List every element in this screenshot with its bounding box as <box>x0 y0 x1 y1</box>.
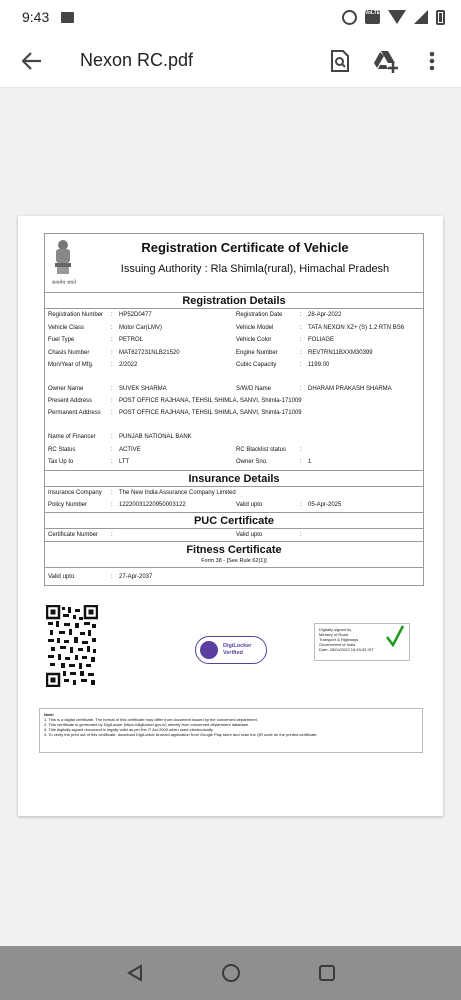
signature-line: Government of India <box>319 642 356 647</box>
field-colon: : <box>300 447 302 453</box>
registration-heading: Registration Details <box>182 295 286 307</box>
fitness-heading: Fitness Certificate <box>186 544 282 556</box>
signature-line: Transport & Highways <box>319 637 359 642</box>
certificate-title: Registration Certificate of Vehicle <box>141 240 349 255</box>
issuing-authority: Issuing Authority : Rla Shimla(rural), Himachal Pradesh <box>120 263 390 275</box>
field-colon: : <box>300 350 302 356</box>
field-colon: : <box>111 325 113 331</box>
divider <box>45 541 423 542</box>
field-label: Certificate Number <box>48 532 99 538</box>
field-label: Engine Number <box>236 350 278 356</box>
find-in-page-icon <box>330 49 350 73</box>
circle-home-icon <box>221 963 241 983</box>
navigation-bar <box>0 946 461 1000</box>
app-bar <box>0 34 461 88</box>
financer-name: PUNJAB NATIONAL BANK <box>119 434 192 440</box>
field-label: Owner Sno. <box>236 459 268 465</box>
emblem-caption: सत्यमेव जयते <box>51 280 77 286</box>
registration-number: HP52D0477 <box>119 312 152 318</box>
document-title: Nexon RC.pdf <box>80 50 194 70</box>
notes-box <box>39 708 423 753</box>
permanent-address: POST OFFICE RAJHANA, TEHSIL SHIMLA, SANVI, Shimla-171009 <box>119 410 302 416</box>
divider <box>45 512 423 513</box>
field-label: Valid upto <box>48 574 75 580</box>
chassis-number: MAT627231NLB21520 <box>119 350 180 356</box>
field-colon: : <box>300 337 302 343</box>
note-item: 4. To verify the print out of this certificate, download DigiLocker Android application from Google Play store and scan the QR code on the printed certificate. <box>44 732 318 737</box>
alarm-icon <box>342 10 357 25</box>
field-colon: : <box>300 325 302 331</box>
field-colon: : <box>300 386 302 392</box>
field-label: Fuel Type <box>48 337 75 343</box>
verified-check-icon <box>386 625 404 647</box>
fitness-form-note: Form 38 - [See Rule 62(1)] <box>201 558 267 564</box>
add-to-drive-button[interactable] <box>363 41 409 81</box>
field-label: Chasis Number <box>48 350 90 356</box>
digilocker-verified-badge[interactable] <box>195 636 267 664</box>
field-label: Insurance Company <box>48 490 102 496</box>
field-label: RC Blacklist status <box>236 447 287 453</box>
field-label: RC Status <box>48 447 76 453</box>
policy-number: 12220031220950003122 <box>119 502 186 508</box>
field-label: Name of Financer <box>48 434 96 440</box>
field-colon: : <box>300 502 302 508</box>
field-colon: : <box>111 362 113 368</box>
swd-name: DHARAM PRAKASH SHARMA <box>308 386 392 392</box>
field-colon: : <box>111 434 113 440</box>
cubic-capacity: 1199.00 <box>308 362 330 368</box>
manufacture-date: 2/2022 <box>119 362 138 368</box>
fitness-valid-upto: 27-Apr-2037 <box>119 574 153 580</box>
divider <box>45 528 423 529</box>
engine-number: REVTRN11BXXM30399 <box>308 350 373 356</box>
tax-up-to: LTT <box>119 459 130 465</box>
note-item: 1. This is a digital certificate. The format of this certificate may differ from document issued by the concerned department. <box>44 717 258 722</box>
search-in-document-button[interactable] <box>317 41 363 81</box>
triangle-back-icon <box>127 964 143 982</box>
gallery-notification-icon <box>61 12 74 23</box>
divider <box>45 486 423 487</box>
nav-back-button[interactable] <box>124 962 146 984</box>
signal-icon <box>414 10 428 24</box>
pdf-page[interactable] <box>18 216 443 816</box>
signature-date: Date: 28/04/2022 16:49:33 IST <box>319 647 374 652</box>
field-label: Mon/Year of Mfg. <box>48 362 94 368</box>
field-label: Owner Name <box>48 386 84 392</box>
present-address: POST OFFICE RAJHANA, TEHSIL SHIMLA, SANVI, Shimla-171009 <box>119 398 302 404</box>
field-label: Vehicle Model <box>236 325 274 331</box>
digilocker-label: DigiLocker <box>223 643 252 649</box>
field-colon: : <box>111 350 113 356</box>
vehicle-color: FOLIAGE <box>308 337 335 343</box>
field-label: Vehicle Class <box>48 325 85 331</box>
field-colon: : <box>300 362 302 368</box>
volte-icon: VoLTE <box>365 10 380 24</box>
note-item: 3. This digitally signed document is legally valid as per the IT Act 2000 when used electronically. <box>44 727 214 732</box>
verified-label: Verified <box>223 650 243 656</box>
field-colon: : <box>111 398 113 404</box>
field-label: Registration Date <box>236 312 283 318</box>
field-label: Vehicle Color <box>236 337 272 343</box>
signature-line: Digitally signed by <box>319 627 352 632</box>
drive-add-icon <box>373 49 399 73</box>
owner-name: SUVEK SHARMA <box>119 386 167 392</box>
back-button[interactable] <box>12 41 52 81</box>
nav-recents-button[interactable] <box>316 962 338 984</box>
puc-heading: PUC Certificate <box>193 515 275 527</box>
more-vert-icon <box>429 51 435 71</box>
field-label: Valid upto <box>236 532 263 538</box>
field-colon: : <box>300 312 302 318</box>
field-colon: : <box>111 532 113 538</box>
registration-certificate <box>44 233 424 586</box>
vehicle-class: Motor Car(LMV) <box>119 325 163 331</box>
nav-home-button[interactable] <box>220 962 242 984</box>
digilocker-logo-icon <box>200 641 218 659</box>
more-options-button[interactable] <box>409 41 455 81</box>
rc-status: ACTIVE <box>119 447 141 453</box>
insurance-heading: Insurance Details <box>188 473 280 485</box>
notes-title: Note: <box>44 712 55 717</box>
divider <box>45 470 423 471</box>
field-label: Permanent Address <box>48 410 101 416</box>
arrow-back-icon <box>22 52 42 70</box>
field-colon: : <box>300 532 302 538</box>
wifi-icon <box>388 10 406 24</box>
field-label: Cubic Capacity <box>236 362 277 368</box>
national-emblem-icon <box>51 238 75 280</box>
note-item: 2. This certificate is generated by DigiLocker (https://digilocker.gov.in) directly from concerned department database. <box>44 722 250 727</box>
status-time: 9:43 <box>22 9 50 25</box>
field-colon: : <box>111 337 113 343</box>
divider <box>45 567 423 568</box>
field-colon: : <box>111 447 113 453</box>
registration-date: 28-Apr-2022 <box>308 312 342 318</box>
field-label: Tax Up to <box>48 459 74 465</box>
digital-signature-box <box>314 623 410 661</box>
field-colon: : <box>300 459 302 465</box>
square-recents-icon <box>318 964 336 982</box>
field-colon: : <box>111 312 113 318</box>
signature-line: Ministry of Road <box>319 632 348 637</box>
field-colon: : <box>111 502 113 508</box>
divider <box>45 292 423 293</box>
field-label: Policy Number <box>48 502 88 508</box>
owner-serial-number: 1 <box>308 459 312 465</box>
field-colon: : <box>111 490 113 496</box>
qr-code <box>46 605 98 687</box>
field-label: Valid upto <box>236 502 263 508</box>
field-colon: : <box>111 410 113 416</box>
field-colon: : <box>111 574 113 580</box>
field-colon: : <box>111 459 113 465</box>
status-bar <box>0 0 461 34</box>
divider <box>45 308 423 309</box>
field-label: Present Address <box>48 398 93 404</box>
field-colon: : <box>111 386 113 392</box>
insurance-company: The New India Assurance Company Limited <box>119 490 236 496</box>
field-label: S/W/D Name <box>236 386 272 392</box>
insurance-valid-upto: 05-Apr-2025 <box>308 502 342 508</box>
field-label: Registration Number <box>48 312 104 318</box>
battery-icon <box>436 10 445 25</box>
fuel-type: PETROL <box>119 337 144 343</box>
vehicle-model: TATA NEXON XZ+ (S) 1.2 RTN BS6 <box>308 325 405 331</box>
